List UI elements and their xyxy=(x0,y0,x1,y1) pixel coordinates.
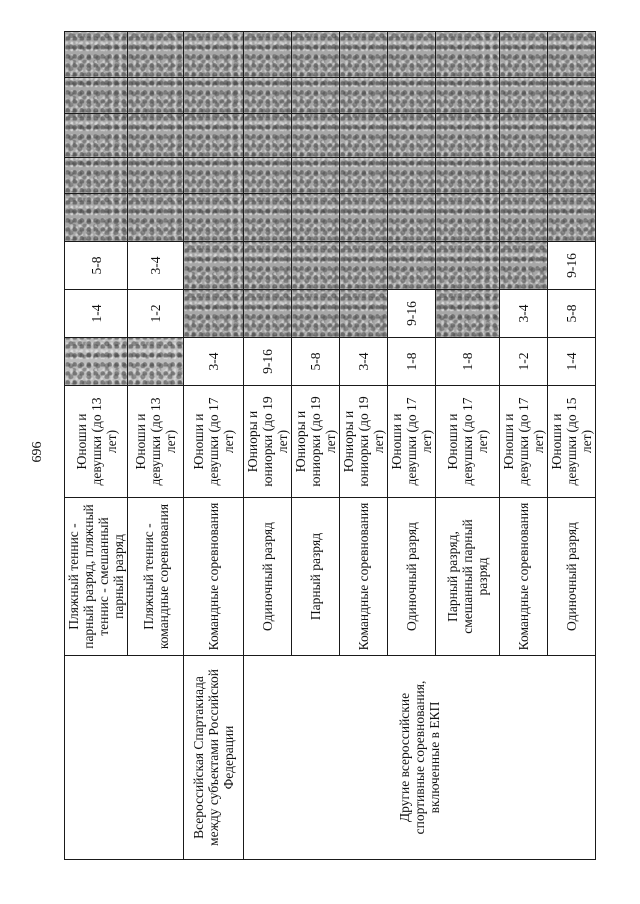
place-cell: 5-8 xyxy=(292,338,340,386)
place-cell: 3-4 xyxy=(184,338,244,386)
classification-table xyxy=(64,31,596,860)
shaded-cell xyxy=(500,194,548,242)
place-cell: 3-4 xyxy=(500,290,548,338)
age-group-cell: Юноши и девушки (до 13 лет) xyxy=(65,386,128,498)
shaded-cell xyxy=(244,114,292,158)
discipline-cell: Пляжный теннис - парный разряд, пляжный теннис - смешанный парный разряд xyxy=(65,498,128,656)
shaded-cell xyxy=(184,114,244,158)
age-group-cell: Юниоры и юниорки (до 19 лет) xyxy=(340,386,388,498)
shaded-cell xyxy=(436,290,500,338)
shaded-cell xyxy=(292,158,340,194)
shaded-cell xyxy=(436,78,500,114)
age-group-cell: Юноши и девушки (до 17 лет) xyxy=(388,386,436,498)
shaded-cell xyxy=(244,242,292,290)
shaded-cell xyxy=(500,114,548,158)
place-cell: 3-4 xyxy=(128,242,184,290)
place-cell: 1-8 xyxy=(436,338,500,386)
shaded-cell xyxy=(65,32,128,78)
shaded-cell xyxy=(500,78,548,114)
shaded-cell xyxy=(244,194,292,242)
discipline-cell: Пляжный теннис - командные соревнования xyxy=(128,498,184,656)
shaded-cell xyxy=(65,194,128,242)
shaded-cell xyxy=(184,242,244,290)
shaded-cell xyxy=(65,78,128,114)
shaded-cell xyxy=(500,242,548,290)
shaded-cell xyxy=(244,32,292,78)
shaded-cell xyxy=(244,158,292,194)
shaded-cell xyxy=(184,32,244,78)
shaded-cell xyxy=(128,78,184,114)
shaded-cell xyxy=(244,78,292,114)
shaded-cell xyxy=(244,290,292,338)
place-cell: 9-16 xyxy=(244,338,292,386)
discipline-cell: Одиночный разряд xyxy=(388,498,436,656)
age-group-cell: Юноши и девушки (до 17 лет) xyxy=(500,386,548,498)
shaded-cell xyxy=(388,194,436,242)
discipline-cell: Парный разряд xyxy=(292,498,340,656)
place-cell: 1-2 xyxy=(128,290,184,338)
table-row xyxy=(244,32,292,860)
shaded-cell xyxy=(292,78,340,114)
rotated-table-container xyxy=(64,32,594,860)
age-group-cell: Юниоры и юниорки (до 19 лет) xyxy=(292,386,340,498)
discipline-cell: Командные соревнования xyxy=(184,498,244,656)
discipline-cell: Парный разряд, смешанный парный разряд xyxy=(436,498,500,656)
discipline-cell: Одиночный разряд xyxy=(548,498,596,656)
shaded-cell xyxy=(184,158,244,194)
shaded-cell xyxy=(184,194,244,242)
shaded-cell xyxy=(340,194,388,242)
shaded-cell xyxy=(340,32,388,78)
table-row xyxy=(65,32,128,860)
competition-cell: Другие всероссийские спортивные соревнования, включенные в ЕКП xyxy=(244,656,596,860)
shaded-cell xyxy=(388,114,436,158)
place-cell: 1-2 xyxy=(500,338,548,386)
shaded-cell xyxy=(65,158,128,194)
page-number: 696 xyxy=(30,441,45,463)
place-cell: 1-8 xyxy=(388,338,436,386)
shaded-cell xyxy=(184,78,244,114)
age-group-cell: Юноши и девушки (до 15 лет) xyxy=(548,386,596,498)
shaded-cell xyxy=(436,194,500,242)
age-group-cell: Юноши и девушки (до 17 лет) xyxy=(436,386,500,498)
shaded-cell xyxy=(340,158,388,194)
shaded-cell xyxy=(292,32,340,78)
shaded-cell xyxy=(548,158,596,194)
shaded-cell xyxy=(340,114,388,158)
shaded-cell xyxy=(292,290,340,338)
age-group-cell: Юниоры и юниорки (до 19 лет) xyxy=(244,386,292,498)
age-group-cell: Юноши и девушки (до 13 лет) xyxy=(128,386,184,498)
shaded-cell xyxy=(548,114,596,158)
shaded-cell xyxy=(292,114,340,158)
competition-cell xyxy=(65,656,184,860)
shaded-cell xyxy=(340,290,388,338)
shaded-cell xyxy=(65,114,128,158)
place-cell: 5-8 xyxy=(65,242,128,290)
shaded-cell xyxy=(500,158,548,194)
competition-cell: Всероссийская Спартакиада между субъектами Российской Федерации xyxy=(184,656,244,860)
table-row xyxy=(184,32,244,860)
shaded-cell xyxy=(292,242,340,290)
shaded-cell xyxy=(128,114,184,158)
shaded-cell xyxy=(128,194,184,242)
place-cell: 9-16 xyxy=(388,290,436,338)
place-cell: 1-4 xyxy=(548,338,596,386)
shaded-cell xyxy=(388,78,436,114)
shaded-cell xyxy=(436,32,500,78)
shaded-cell xyxy=(500,32,548,78)
shaded-cell xyxy=(436,158,500,194)
shaded-cell xyxy=(436,114,500,158)
shaded-cell xyxy=(548,194,596,242)
shaded-cell xyxy=(548,32,596,78)
shaded-cell xyxy=(128,32,184,78)
place-cell: 5-8 xyxy=(548,290,596,338)
shaded-cell xyxy=(388,158,436,194)
place-cell: 3-4 xyxy=(340,338,388,386)
shaded-cell xyxy=(340,242,388,290)
discipline-cell: Одиночный разряд xyxy=(244,498,292,656)
shaded-cell xyxy=(292,194,340,242)
place-cell: 1-4 xyxy=(65,290,128,338)
shaded-cell xyxy=(388,32,436,78)
discipline-cell: Командные соревнования xyxy=(500,498,548,656)
shaded-cell xyxy=(128,158,184,194)
shaded-cell xyxy=(436,242,500,290)
age-group-cell: Юноши и девушки (до 17 лет) xyxy=(184,386,244,498)
shaded-cell xyxy=(388,242,436,290)
place-cell: 9-16 xyxy=(548,242,596,290)
shaded-cell xyxy=(128,338,184,386)
shaded-cell xyxy=(340,78,388,114)
shaded-cell xyxy=(548,78,596,114)
shaded-cell xyxy=(184,290,244,338)
discipline-cell: Командные соревнования xyxy=(340,498,388,656)
shaded-cell xyxy=(65,338,128,386)
